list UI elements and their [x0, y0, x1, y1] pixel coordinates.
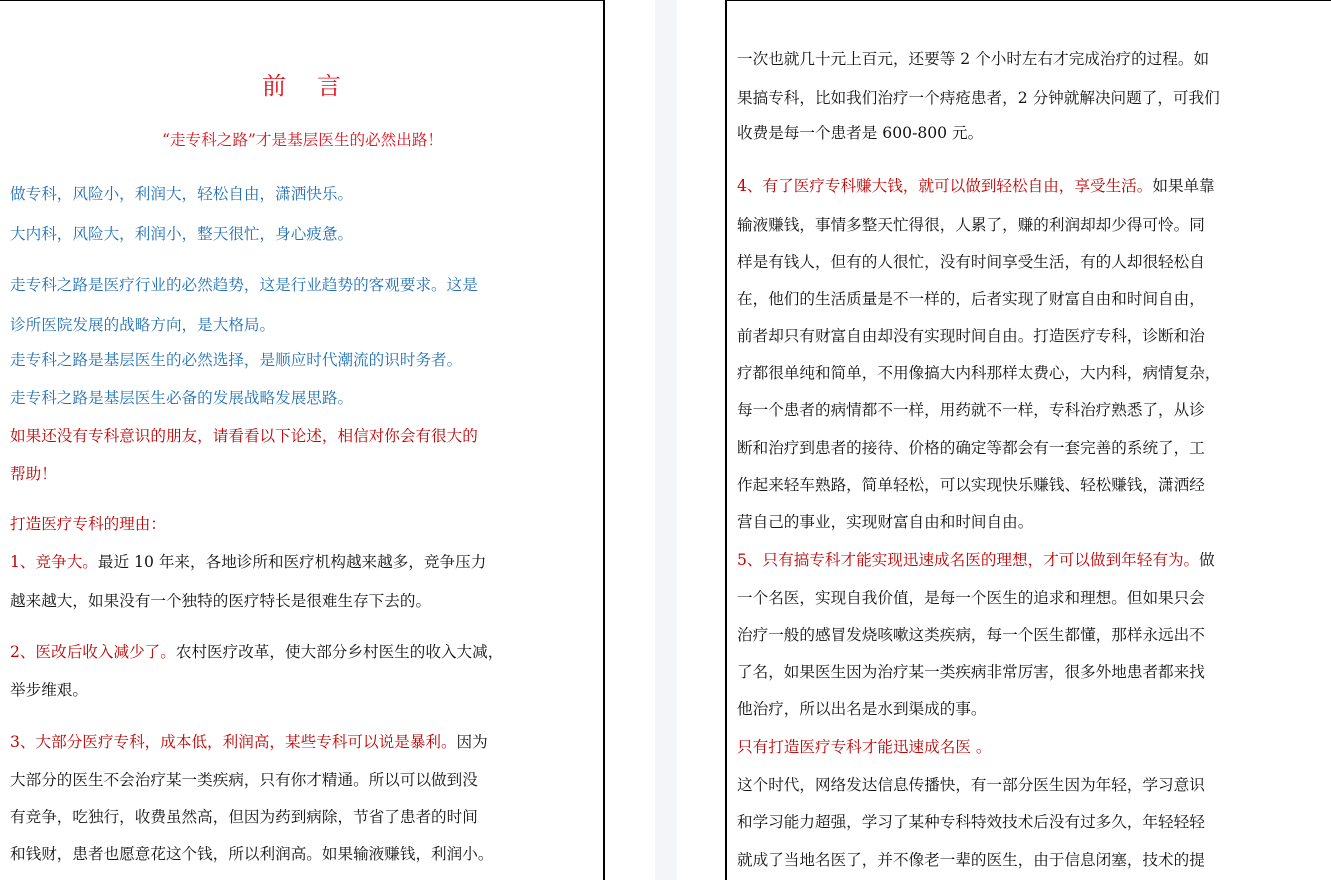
text-line: 样是有钱人，但有的人很忙，没有时间享受生活，有的人却很轻松自: [737, 253, 1205, 271]
text-line: 做专科，风险小，利润大，轻松自由，潇洒快乐。: [10, 185, 354, 203]
text-line: 大部分的医生不会治疗某一类疾病，只有你才精通。所以可以做到没: [10, 771, 478, 789]
text-line: 作起来轻车熟路，简单轻松，可以实现快乐赚钱、轻松赚钱，潇洒经: [737, 476, 1205, 494]
text-line: 疗都很单纯和简单，不用像搞大内科那样太费心，大内科，病情复杂，: [737, 364, 1221, 382]
text-line: 断和治疗到患者的接待、价格的确定等都会有一套完善的系统了，工: [737, 439, 1205, 457]
text-line: 在，他们的生活质量是不一样的，后者实现了财富自由和时间自由，: [737, 290, 1205, 308]
text-line: 走专科之路是医疗行业的必然趋势，这是行业趋势的客观要求。这是: [10, 276, 478, 294]
text-line: 就成了当地名医了，并不像老一辈的医生，由于信息闭塞，技术的提: [737, 851, 1205, 869]
top-border: [727, 0, 1331, 1]
reason-3: 3、大部分医疗专科，成本低，利润高，某些专科可以说是暴利。因为: [10, 733, 488, 751]
right-page: [725, 0, 1331, 880]
text-line: 诊所医院发展的战略方向，是大格局。: [10, 316, 276, 334]
text-line: 和钱财，患者也愿意花这个钱，所以利润高。如果输液赚钱，利润小。: [10, 845, 494, 863]
text-line: 每一个患者的病情都不一样，用药就不一样，专科治疗熟悉了，从诊: [737, 401, 1205, 419]
text-line: 走专科之路是基层医生的必然选择，是顺应时代潮流的识时务者。: [10, 351, 463, 369]
text-line: 大内科，风险大，利润小，整天很忙，身心疲惫。: [10, 225, 354, 243]
text-line: 果搞专科，比如我们治疗一个痔疮患者，2 分钟就解决问题了，可我们: [737, 89, 1220, 107]
text-line: 有竞争，吃独行，收费虽然高，但因为药到病除，节省了患者的时间: [10, 808, 478, 826]
reason-5: 5、只有搞专科才能实现迅速成名医的理想，才可以做到年轻有为。做: [737, 551, 1215, 569]
reasons-heading: 打造医疗专科的理由：: [10, 515, 166, 533]
text-line: 如果还没有专科意识的朋友，请看看以下论述，相信对你会有很大的: [10, 427, 478, 445]
text-line: 这个时代，网络发达信息传播快，有一部分医生因为年轻，学习意识: [737, 776, 1205, 794]
text-line: 帮助！: [10, 465, 57, 483]
text-line: 一次也就几十元上百元，还要等 2 个小时左右才完成治疗的过程。如: [737, 50, 1210, 68]
gutter-shade: [655, 0, 677, 880]
text-line: 收费是每一个患者是 600-800 元。: [737, 124, 984, 142]
text-line: 营自己的事业，实现财富自由和时间自由。: [737, 513, 1034, 531]
text-line: 前者却只有财富自由却没有实现时间自由。打造医疗专科，诊断和治: [737, 327, 1205, 345]
page-gutter: [607, 0, 725, 880]
left-page: [0, 0, 605, 880]
reason-2-head: 2、医改后收入减少了。: [10, 643, 176, 661]
text-line: 越来越大，如果没有一个独特的医疗特长是很难生存下去的。: [10, 592, 432, 610]
reason-1-head: 1、竞争大。: [10, 553, 98, 571]
text-line: 和学习能力超强，学习了某种专科特效技术后没有过多久，年轻轻轻: [737, 813, 1205, 831]
reason-4: 4、有了医疗专科赚大钱，就可以做到轻松自由，享受生活。如果单靠: [737, 177, 1215, 195]
emphasis-line: 只有打造医疗专科才能迅速成名医 。: [737, 738, 992, 756]
reason-3-head: 3、大部分医疗专科，成本低，利润高，某些专科可以说是暴利。: [10, 733, 457, 751]
text-line: 一个名医，实现自我价值，是每一个医生的追求和理想。但如果只会: [737, 589, 1205, 607]
text-line: 他治疗，所以出名是水到渠成的事。: [737, 700, 987, 718]
text-line: 走专科之路是基层医生必备的发展战略发展思路。: [10, 389, 354, 407]
reason-2: 2、医改后收入减少了。农村医疗改革，使大部分乡村医生的收入大减，: [10, 643, 504, 661]
reason-1: 1、竞争大。最近 10 年来，各地诊所和医疗机构越来越多，竞争压力: [10, 553, 487, 571]
top-border: [0, 0, 603, 1]
subtitle: “走专科之路”才是基层医生的必然出路！: [161, 131, 444, 149]
text-line: 输液赚钱，事情多整天忙得很，人累了，赚的利润却却少得可怜。同: [737, 216, 1205, 234]
text-line: 了名，如果医生因为治疗某一类疾病非常厉害，很多外地患者都来找: [737, 663, 1205, 681]
text-line: 举步维艰。: [10, 681, 88, 699]
reason-4-head: 4、有了医疗专科赚大钱，就可以做到轻松自由，享受生活。: [737, 177, 1153, 195]
reason-5-head: 5、只有搞专科才能实现迅速成名医的理想，才可以做到年轻有为。: [737, 551, 1200, 569]
text-line: 治疗一般的感冒发烧咳嗽这类疾病，每一个医生都懂，那样永远出不: [737, 626, 1205, 644]
page-title: 前 言: [262, 72, 343, 100]
